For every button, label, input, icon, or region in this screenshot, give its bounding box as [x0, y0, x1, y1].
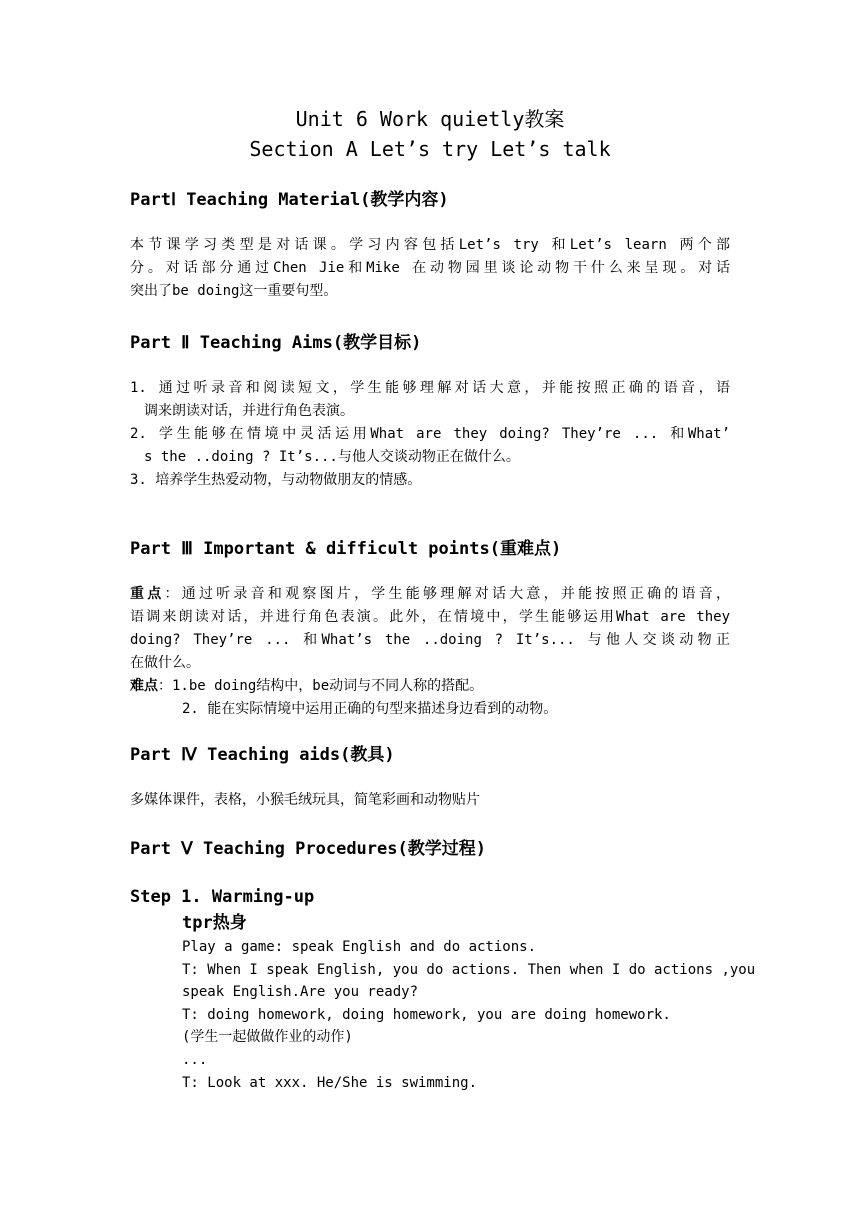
procedure-line: ...	[182, 1051, 208, 1068]
key-point-line: 在做什么。	[130, 655, 200, 671]
key-point-label: 重点	[130, 586, 165, 602]
part2-heading: Part Ⅱ Teaching Aims(教学目标)	[130, 333, 422, 353]
key-point-line: 语调来朗读对话，并进行角色表演。此外，在情境中，学生能够运用What are they	[130, 609, 730, 625]
part5-heading: Part Ⅴ Teaching Procedures(教学过程)	[130, 839, 486, 859]
difficult-point-label: 难点	[130, 678, 158, 694]
part1-line: 突出了be doing这一重要句型。	[130, 283, 338, 299]
part1-heading: PartⅠ Teaching Material(教学内容)	[130, 190, 449, 210]
part1-line: 本节课学习类型是对话课。学习内容包括Let’s try 和Let’s learn 两个部	[130, 237, 730, 253]
step1-body	[182, 910, 756, 1094]
document-title: Unit 6 Work quietly教案	[295, 107, 565, 131]
teaching-aids-text: 多媒体课件，表格，小猴毛绒玩具，简笔彩画和动物贴片	[130, 792, 480, 808]
document-subtitle: Section A Let’s try Let’s talk	[249, 137, 611, 161]
procedure-line: (学生一起做做作业的动作)	[182, 1029, 353, 1046]
aim-line: 1. 通过听录音和阅读短文，学生能够理解对话大意，并能按照正确的语音，语	[130, 380, 730, 396]
part4-heading: Part Ⅳ Teaching aids(教具)	[130, 745, 395, 765]
difficult-point-line	[130, 675, 483, 698]
aim-line: 3. 培养学生热爱动物，与动物做朋友的情感。	[130, 472, 422, 488]
difficult-point-text: ：1.be doing结构中，be动词与不同人称的搭配。	[158, 678, 484, 694]
procedure-line: T: When I speak English, you do actions. Then when I do actions ,you	[182, 961, 756, 978]
part3-heading: Part Ⅲ Important & difficult points(重难点)	[130, 539, 562, 559]
part1-line: 分。对话部分通过Chen Jie和Mike 在动物园里谈论动物干什么来呈现。对话	[130, 260, 730, 276]
key-point-text: ：通过听录音和观察图片，学生能够理解对话大意，并能按照正确的语音，	[164, 586, 731, 602]
procedure-line: T: Look at xxx. He/She is swimming.	[182, 1074, 478, 1091]
procedure-line: speak English.Are you ready?	[182, 984, 419, 1001]
aim-line: 2. 学生能够在情境中灵活运用What are they doing? They’re ... 和What’	[130, 426, 730, 442]
key-point-line	[130, 583, 730, 606]
step1-subheading: tpr热身	[182, 913, 247, 933]
procedure-line: T: doing homework, doing homework, you are doing homework.	[182, 1006, 671, 1023]
difficult-point-line: 2. 能在实际情境中运用正确的句型来描述身边看到的动物。	[182, 701, 558, 717]
key-point-line: doing? They’re ... 和What’s the ..doing ? It’s... 与他人交谈动物正	[130, 632, 730, 648]
aim-line: s the ..doing ? It’s...与他人交谈动物正在做什么。	[144, 449, 520, 465]
procedure-line: Play a game: speak English and do actions.	[182, 939, 537, 955]
aim-line: 调来朗读对话，并进行角色表演。	[144, 403, 354, 419]
step1-heading: Step 1. Warming-up	[130, 887, 315, 907]
